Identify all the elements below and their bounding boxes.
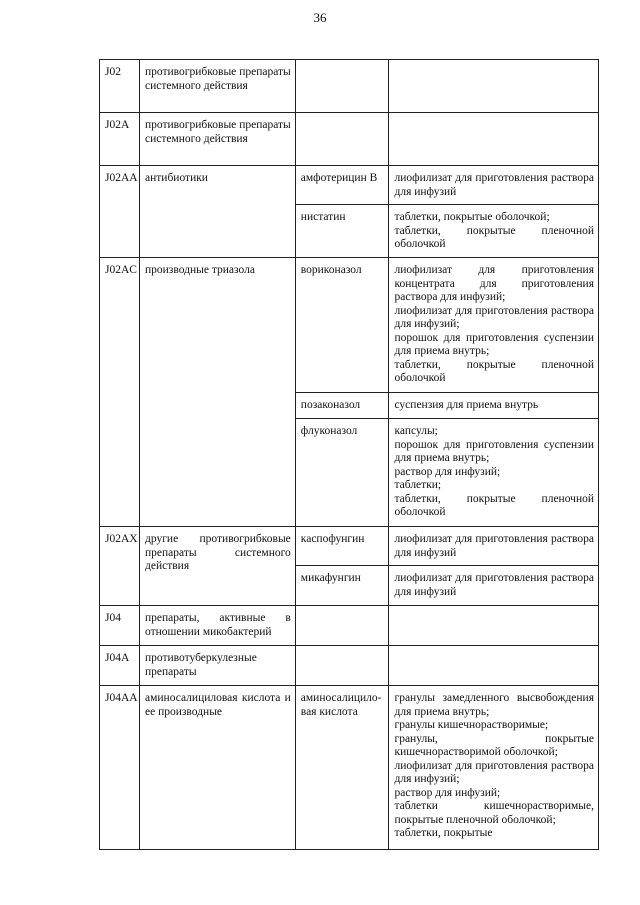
drug-name: нистатин	[295, 205, 389, 258]
dosage-form: лиофилизат для приготовления раствора для инфузий	[394, 572, 594, 598]
drug-name: вориконазол	[295, 258, 389, 393]
table-row	[100, 686, 599, 850]
dosage-form: гранулы замедленного высвобождения для приема внутрь;	[394, 692, 594, 718]
table-row	[100, 646, 599, 686]
page-number: 36	[313, 10, 327, 25]
drug-name: позаконазол	[295, 393, 389, 419]
atc-code: J04A	[100, 646, 140, 686]
drug-name	[295, 646, 389, 686]
dosage-forms	[389, 113, 599, 166]
dosage-forms	[389, 258, 599, 393]
atc-code: J02AA	[100, 166, 140, 258]
dosage-form: таблетки кишечнорастворимые, покрытые пленочной оболочкой;	[394, 800, 594, 826]
atc-group: производные триазола	[140, 258, 296, 527]
atc-group: противогрибковые препараты системного действия	[140, 60, 296, 113]
dosage-form: лиофилизат для приготовления раствора для инфузий	[394, 172, 594, 198]
dosage-form: лиофилизат для приготовления раствора для инфузий;	[394, 304, 594, 330]
table-row	[100, 527, 599, 566]
dosage-form: гранулы, покрытые кишечнорастворимой оболочкой;	[394, 732, 594, 758]
atc-group: другие противогрибковые препараты системного действия	[140, 527, 296, 606]
dosage-form: порошок для приготовления суспензии для приема внутрь;	[394, 331, 594, 357]
drug-name: флуконазол	[295, 419, 389, 527]
dosage-form: раствор для инфузий;	[394, 786, 501, 799]
atc-group: противотуберкулезные препараты	[140, 646, 296, 686]
atc-code: J04AA	[100, 686, 140, 850]
dosage-form: суспензия для приема внутрь	[394, 399, 539, 411]
dosage-form: лиофилизат для приготовления концентрата для приготовления раствора для инфузий;	[394, 264, 594, 303]
dosage-form: таблетки, покрытые пленочной оболочкой	[394, 492, 594, 518]
dosage-forms	[389, 686, 599, 850]
atc-group: препараты, активные в отношении микобактерий	[140, 606, 296, 646]
dosage-form: таблетки, покрытые	[394, 827, 493, 839]
dosage-forms	[389, 419, 599, 527]
dosage-form: таблетки, покрытые пленочной оболочкой	[394, 358, 594, 384]
dosage-form: капсулы;	[394, 425, 438, 437]
dosage-forms	[389, 60, 599, 113]
dosage-form: гранулы кишечнорастворимые;	[394, 719, 549, 731]
dosage-form: лиофилизат для приготовления раствора для инфузий;	[394, 759, 594, 785]
dosage-forms	[389, 527, 599, 566]
atc-code: J02A	[100, 113, 140, 166]
drug-name	[295, 113, 389, 166]
drug-name	[295, 606, 389, 646]
table-row	[100, 258, 599, 393]
dosage-form: таблетки, покрытые оболочкой;	[394, 211, 550, 223]
atc-code: J04	[100, 606, 140, 646]
dosage-form: порошок для приготовления суспензии для приема внутрь;	[394, 438, 594, 464]
dosage-forms	[389, 205, 599, 258]
drug-name: каспофунгин	[295, 527, 389, 566]
dosage-form: раствор для инфузий;	[394, 465, 501, 478]
table-row	[100, 606, 599, 646]
dosage-forms	[389, 566, 599, 606]
atc-code: J02	[100, 60, 140, 113]
dosage-form: таблетки, покрытые пленочной оболочкой	[394, 224, 594, 250]
dosage-forms	[389, 646, 599, 686]
table-row	[100, 60, 599, 113]
atc-group: антибиотики	[140, 166, 296, 258]
atc-code: J02AX	[100, 527, 140, 606]
atc-group: аминосалициловая кислота и ее производные	[140, 686, 296, 850]
dosage-form: лиофилизат для приготовления раствора для инфузий	[394, 533, 594, 559]
dosage-form: таблетки;	[394, 479, 442, 491]
table-row	[100, 113, 599, 166]
dosage-forms	[389, 606, 599, 646]
drug-name: микафунгин	[295, 566, 389, 606]
drug-name: амфотерицин В	[295, 166, 389, 205]
drug-name: аминосалицило-вая кислота	[295, 686, 389, 850]
atc-group: противогрибковые препараты системного действия	[140, 113, 296, 166]
table-row	[100, 166, 599, 205]
atc-code: J02AC	[100, 258, 140, 527]
drug-name	[295, 60, 389, 113]
drug-classification-table	[99, 59, 599, 850]
dosage-forms	[389, 166, 599, 205]
dosage-forms	[389, 393, 599, 419]
